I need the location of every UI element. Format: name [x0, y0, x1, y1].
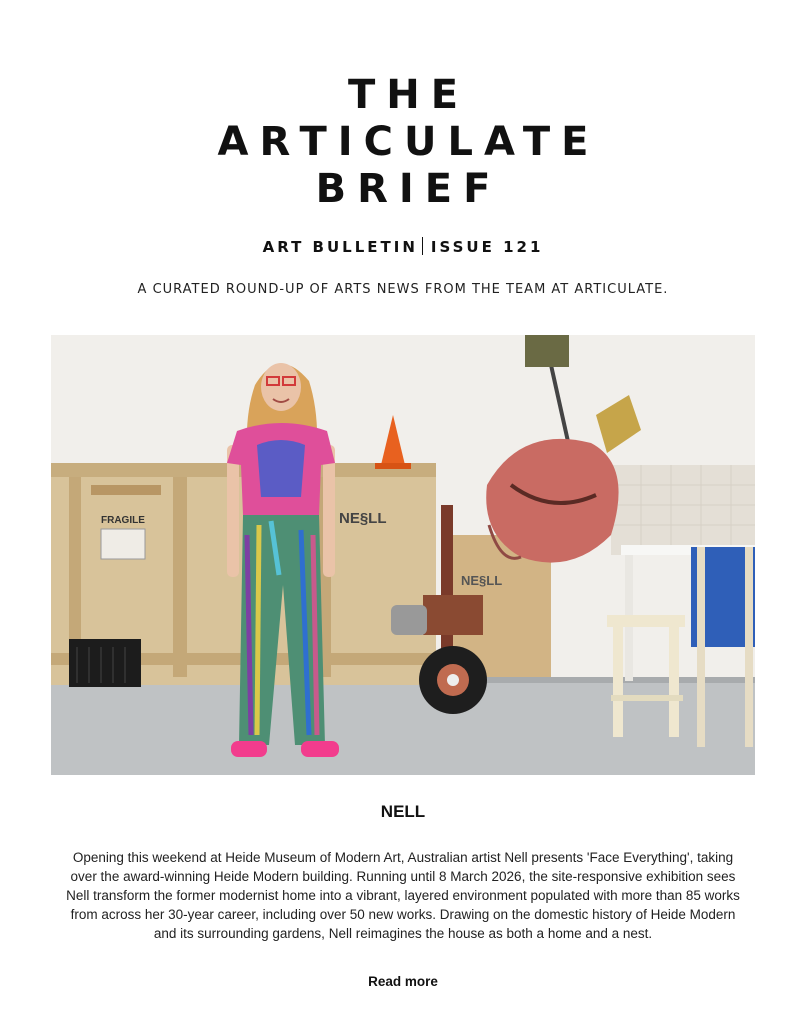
bulletin-issue: ISSUE 121	[430, 238, 544, 256]
tagline: A CURATED ROUND-UP OF ARTS NEWS FROM THE TEAM AT ARTICULATE.	[137, 282, 669, 297]
crate-name-label: NE§LL	[339, 510, 387, 527]
bulletin-divider	[422, 237, 423, 255]
crate-fragile-label: FRAGILE	[101, 515, 145, 526]
masthead-line-brief: BRIEF	[315, 166, 502, 212]
bulletin-line	[0, 237, 806, 257]
feature-image[interactable]	[51, 335, 755, 775]
crate-lower-label: NE§LL	[461, 573, 503, 588]
masthead	[0, 72, 806, 213]
read-more-link[interactable]: Read more	[368, 974, 438, 989]
article-headline: NELL	[380, 802, 426, 821]
bulletin-section: ART BULLETIN	[262, 238, 418, 256]
feature-photo	[51, 335, 755, 775]
article-body: Opening this weekend at Heide Museum of Modern Art, Australian artist Nell presents 'Face Everything', taking over the award-winning Heide Modern building. Running until 8 March 2026, the site-responsive exhibition sees Nell transform the former modernist home into a vibrant, layered environment populated with more than 85 works from across her 30-year career, including over 50 new works. Drawing on the domestic history of Heide Modern and its surrounding gardens, Nell reimagines the house as both a home and a nest.	[66, 850, 740, 941]
masthead-line-articulate: ARTICULATE	[217, 119, 600, 165]
masthead-line-the: THE	[347, 72, 470, 118]
